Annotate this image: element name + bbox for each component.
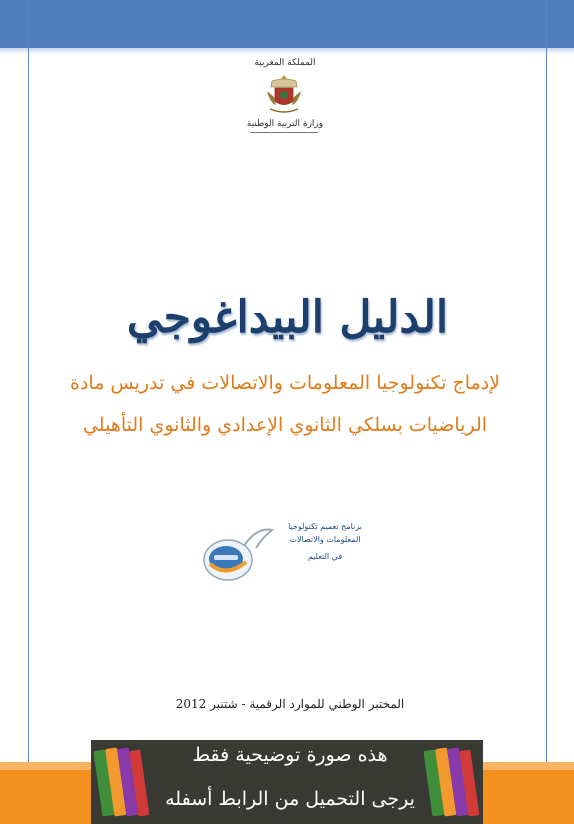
program-name-line-2: المعلومات والاتصالات [289,535,361,544]
right-margin-line [546,0,547,824]
program-name-line-1: برنامج تعميم تكنولوجيا [288,522,362,531]
top-band-shadow [0,48,574,54]
kingdom-label: المملكة المغربية [254,58,316,68]
royal-emblem-icon [264,73,304,117]
ministry-label: وزارة التربية الوطنية [246,119,324,129]
publisher-date-footer: المختبر الوطني للموارد الرقمية - شتنبر 2012 [175,697,405,711]
left-margin-line [28,0,29,824]
banner-notice-line-1: هذه صورة توضيحية فقط [192,744,388,766]
top-blue-band [0,0,574,48]
subtitle-line-1: لإدماج تكنولوجيا المعلومات والاتصالات في تدريس مادة [70,372,500,394]
guide-title: الدليل البيداغوجي [126,292,449,343]
ministry-underline [250,132,318,133]
program-name-line-3: في التعليم [307,552,343,561]
subtitle-line-2: الرياضيات بسلكي الثانوي الإعدادي والثانوي التأهيلي [82,414,488,436]
banner-notice-line-2: يرجى التحميل من الرابط أسفله [165,788,415,810]
